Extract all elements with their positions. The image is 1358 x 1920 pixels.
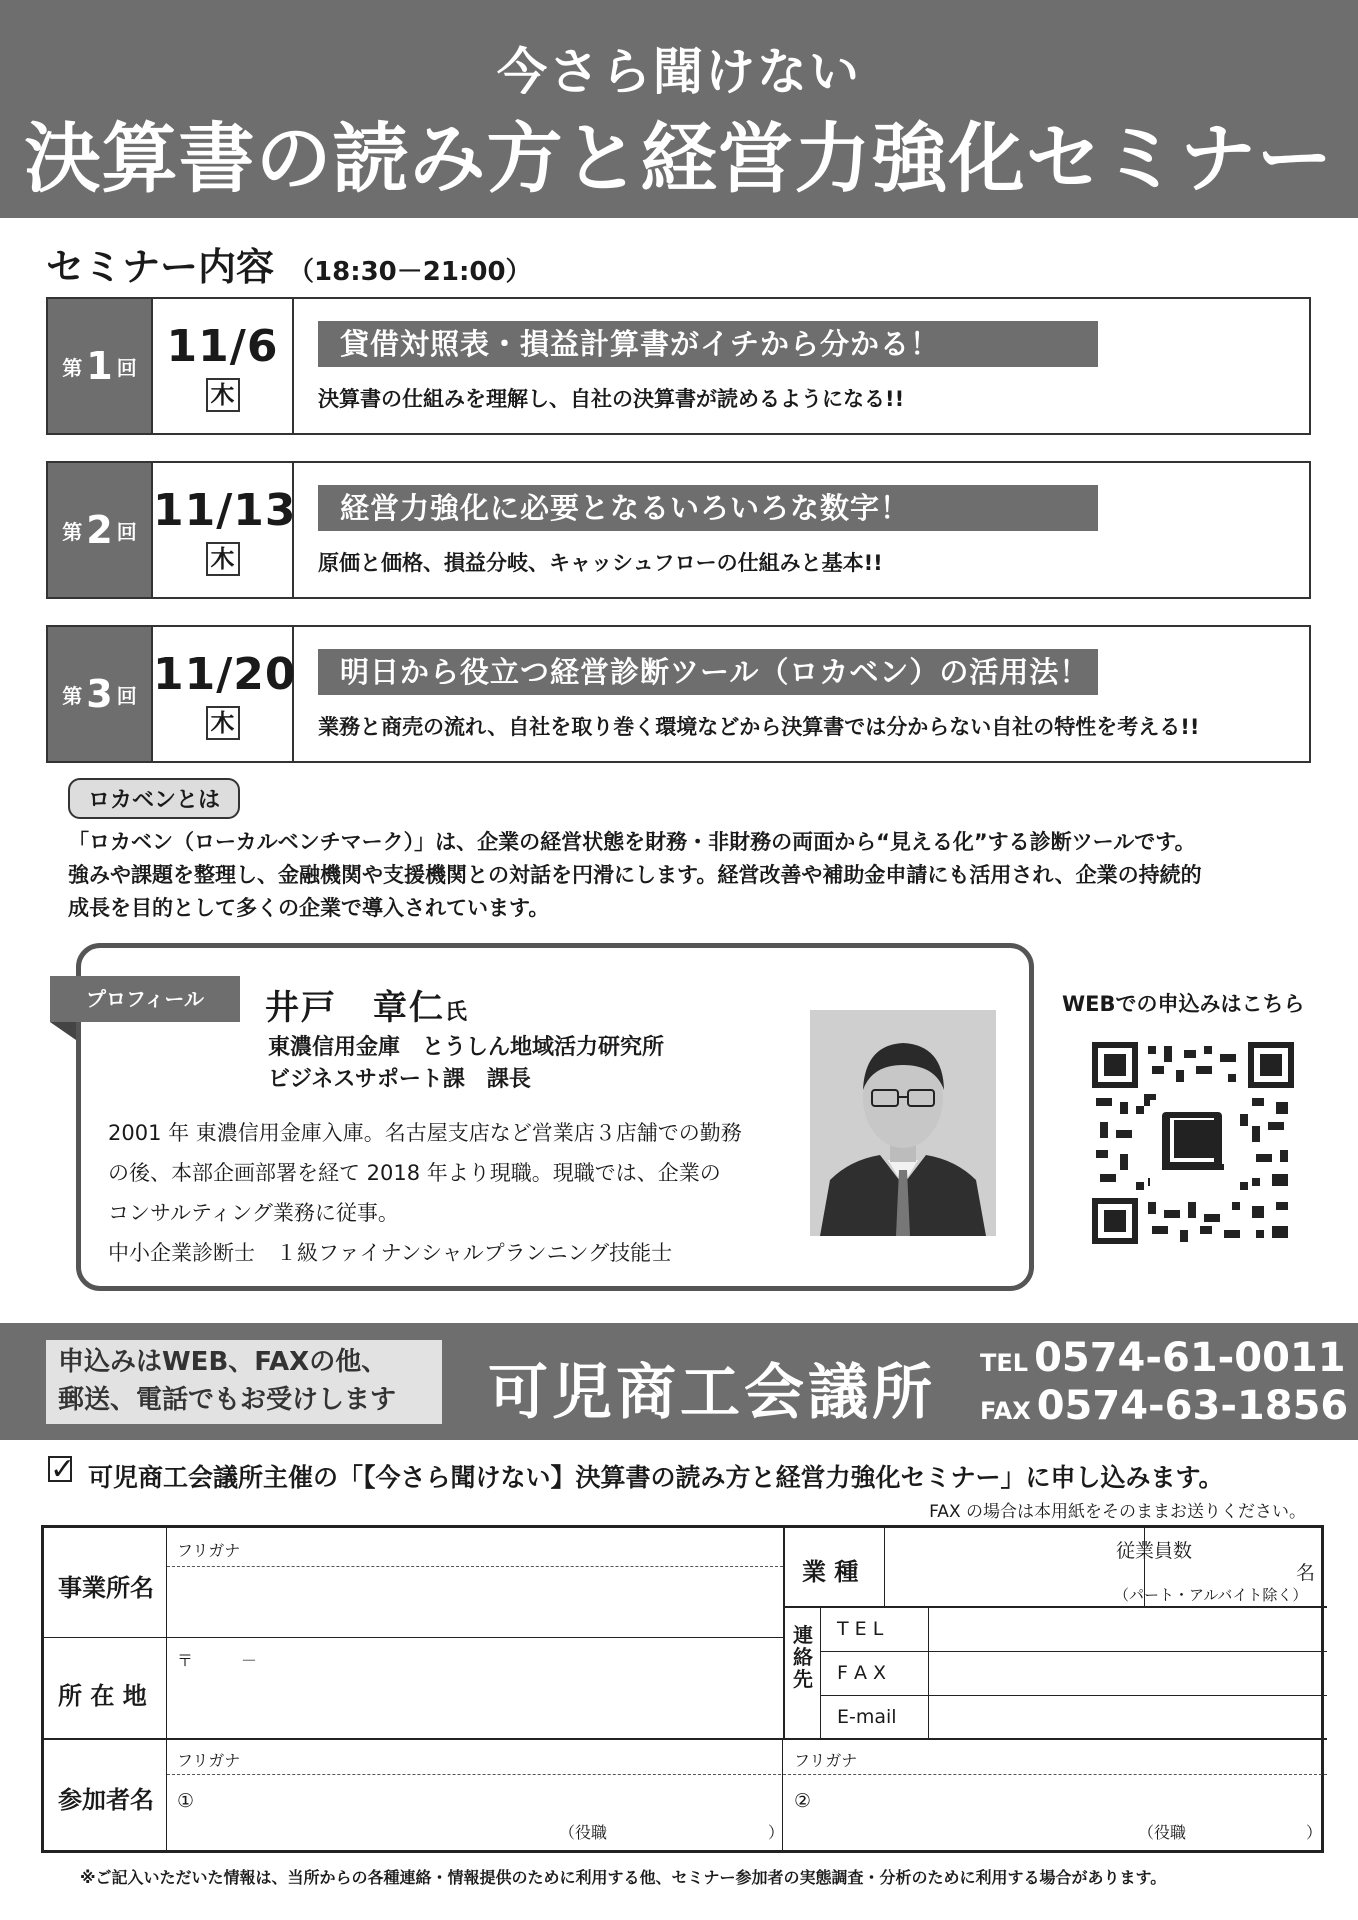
- employees-note: （パート・アルバイト除く）: [1114, 1586, 1308, 1604]
- participant2-input[interactable]: [783, 1740, 1327, 1850]
- participant1-role-close: ）: [768, 1823, 785, 1842]
- employees-unit: 名: [1296, 1562, 1316, 1584]
- industry-label: 業 種: [802, 1558, 859, 1586]
- session-number: 第 1 回: [48, 299, 153, 433]
- fax-note: FAX の場合は本用紙をそのままお送りください。: [929, 1502, 1306, 1522]
- employees-label: 従業員数: [1116, 1540, 1193, 1562]
- session-2: [46, 461, 1311, 599]
- web-apply-label: WEBでの申込みはこちら: [1062, 992, 1305, 1016]
- weekday-badge: 木: [206, 378, 240, 412]
- participant1-furigana: フリガナ: [177, 1751, 241, 1770]
- session-date: 11/20 木: [153, 627, 294, 761]
- speaker-organization: 東濃信用金庫 とうしん地域活力研究所 ビジネスサポート課 課長: [268, 1035, 665, 1092]
- page-subtitle: 今さら聞けない: [497, 43, 861, 101]
- employees-input[interactable]: [1145, 1528, 1327, 1608]
- participant2-furigana: フリガナ: [794, 1751, 858, 1770]
- participant2-role: （役職: [1138, 1823, 1187, 1842]
- speaker-photo: [810, 1010, 996, 1236]
- fax-label: F A X: [837, 1662, 887, 1684]
- participant1-marker: ①: [177, 1790, 195, 1812]
- session-description: 原価と価格、損益分岐、キャッシュフローの仕組みと基本!!: [318, 551, 883, 575]
- checkmark-icon: ✓: [50, 1452, 76, 1487]
- office-label: 事業所名: [58, 1574, 154, 1602]
- application-statement: 可児商工会議所主催の「【今さら聞けない】決算書の読み方と経営力強化セミナー」に申し込みます。: [88, 1463, 1224, 1492]
- tel-input[interactable]: [929, 1608, 1327, 1652]
- contact-label: 連絡先: [793, 1623, 813, 1691]
- session-1: [46, 297, 1311, 435]
- email-label: E-mail: [837, 1706, 897, 1728]
- page-title: 決算書の読み方と経営力強化セミナー: [24, 114, 1334, 203]
- participant1-role: （役職: [559, 1823, 608, 1842]
- email-input[interactable]: [929, 1696, 1327, 1740]
- session-description: 決算書の仕組みを理解し、自社の決算書が読めるようになる!!: [318, 387, 905, 411]
- postal-mark: 〒 －: [177, 1651, 258, 1670]
- participant2-marker: ②: [794, 1790, 812, 1812]
- speaker-bio: 2001 年 東濃信用金庫入庫。名古屋支店など営業店３店舗での勤務 の後、本部企画部署を経て 2018 年より現職。現職では、企業の コンサルティング業務に従事。 中小企業診断士 １級ファイナンシャルプランニング技能士: [108, 1121, 742, 1265]
- qr-code[interactable]: [1092, 1042, 1294, 1244]
- address-label: 所 在 地: [58, 1682, 147, 1710]
- session-date: 11/6 木: [153, 299, 294, 433]
- tel-label: T E L: [837, 1618, 884, 1640]
- weekday-badge: 木: [206, 706, 240, 740]
- address-input[interactable]: [167, 1638, 783, 1740]
- fax-input[interactable]: [929, 1652, 1327, 1696]
- contact-band: [0, 1323, 1358, 1440]
- session-number: 第 3 回: [48, 627, 153, 761]
- session-number: 第 2 回: [48, 463, 153, 597]
- profile-tag: プロフィール: [50, 976, 240, 1022]
- session-topic: 明日から役立つ経営診断ツール（ロカベン）の活用法！: [318, 649, 1098, 695]
- session-date: 11/13 木: [153, 463, 294, 597]
- session-description: 業務と商売の流れ、自社を取り巻く環境などから決算書では分からない自社の特性を考える!!: [318, 715, 1200, 739]
- application-form: [41, 1525, 1324, 1853]
- lokaben-tag: ロカベンとは: [68, 778, 240, 819]
- fax-number: FAX 0574-63-1856: [980, 1383, 1349, 1429]
- seminar-time: （18:30－21:00）: [288, 257, 532, 287]
- seminar-heading-label: セミナー内容: [46, 245, 275, 289]
- speaker-name: 井戸 章仁氏: [265, 988, 468, 1028]
- application-methods: 申込みはWEB、FAXの他、 郵送、電話でもお受けします: [46, 1340, 442, 1424]
- profile-tag-notch: [50, 1022, 76, 1040]
- privacy-footnote: ※ご記入いただいた情報は、当所からの各種連絡・情報提供のために利用する他、セミナー参加者の実態調査・分析のために利用する場合があります。: [80, 1868, 1167, 1887]
- participant2-role-close: ）: [1306, 1823, 1323, 1842]
- weekday-badge: 木: [206, 542, 240, 576]
- session-3: [46, 625, 1311, 763]
- session-topic: 経営力強化に必要となるいろいろな数字！: [318, 485, 1098, 531]
- lokaben-description: 「ロカベン（ローカルベンチマーク）」は、企業の経営状態を財務・非財務の両面から“見える化”する診断ツールです。 強みや課題を整理し、金融機関や支援機関との対話を円滑にします。経営改善や補助金申請にも活用され、企業の持続的 成長を目的として多くの企業で導入されています。: [68, 830, 1202, 920]
- office-input[interactable]: [167, 1566, 783, 1638]
- organizer-name: 可児商工会議所: [488, 1358, 936, 1428]
- industry-input[interactable]: [885, 1528, 1145, 1608]
- seminar-heading: [46, 236, 532, 291]
- office-furigana-label: フリガナ: [177, 1541, 241, 1560]
- session-topic: 貸借対照表・損益計算書がイチから分かる！: [318, 321, 1098, 367]
- tel-number: TEL 0574-61-0011: [980, 1335, 1346, 1381]
- participant-label: 参加者名: [58, 1786, 154, 1814]
- participant1-input[interactable]: [167, 1740, 783, 1850]
- header-banner: [0, 0, 1358, 218]
